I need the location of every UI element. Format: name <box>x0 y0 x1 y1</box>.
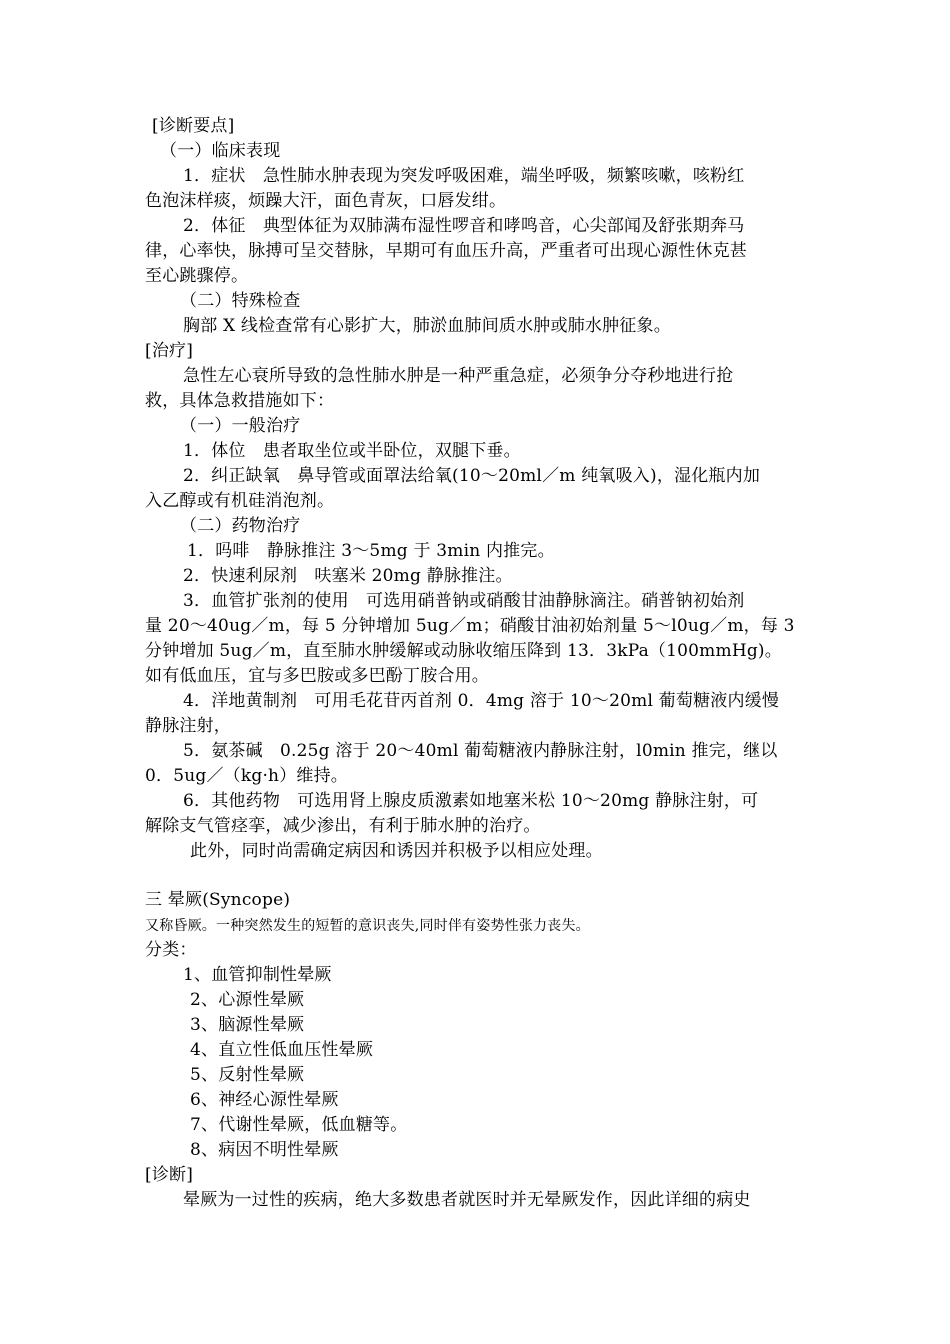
list-item: 5、反射性晕厥 <box>190 1065 305 1085</box>
paragraph-line: 入乙醇或有机硅消泡剂。 <box>145 491 335 511</box>
subheading-drug-treatment: （二）药物治疗 <box>180 516 301 536</box>
paragraph-line: 律，心率快，脉搏可呈交替脉，早期可有血压升高，严重者可出现心源性休克甚 <box>145 241 747 261</box>
paragraph-line: 5．氨茶碱 0.25g 溶于 20～40ml 葡萄糖液内静脉注射，l0min 推完，继以 <box>183 741 778 761</box>
list-item: 3、脑源性晕厥 <box>190 1015 305 1035</box>
paragraph-line: 救，具体急救措施如下： <box>145 391 335 411</box>
paragraph-line: 1．吗啡 静脉推注 3～5mg 于 3min 内推完。 <box>187 541 555 561</box>
paragraph-line: 胸部 X 线检查常有心影扩大，肺淤血肺间质水肿或肺水肿征象。 <box>183 316 671 336</box>
section-heading-syncope: 三 晕厥(Syncope) <box>145 890 291 910</box>
list-item: 7、代谢性晕厥，低血糖等。 <box>190 1115 408 1135</box>
list-item: 4、直立性低血压性晕厥 <box>190 1040 374 1060</box>
list-item: 6、神经心源性晕厥 <box>190 1090 339 1110</box>
list-item: 8、病因不明性晕厥 <box>190 1140 339 1160</box>
classification-label: 分类： <box>145 940 197 960</box>
subheading-clinical: （一）临床表现 <box>160 141 281 161</box>
paragraph-line: 3．血管扩张剂的使用 可选用硝普钠或硝酸甘油静脉滴注。硝普钠初始剂 <box>183 591 745 611</box>
paragraph-line: 2．体征 典型体征为双肺满布湿性啰音和哮鸣音，心尖部闻及舒张期奔马 <box>183 216 745 236</box>
paragraph-line: 量 20～40ug／m，每 5 分钟增加 5ug／m；硝酸甘油初始剂量 5～l0ug／m，每 3 <box>145 616 795 636</box>
paragraph-line: 2．纠正缺氧 鼻导管或面罩法给氧(10～20ml／m 纯氧吸入)，湿化瓶内加 <box>183 466 761 486</box>
list-item: 2、心源性晕厥 <box>190 990 305 1010</box>
list-item: 1、血管抑制性晕厥 <box>183 965 332 985</box>
syncope-definition: 又称昏厥。一种突然发生的短暂的意识丧失,同时伴有姿势性张力丧失。 <box>145 918 590 934</box>
paragraph-line: 色泡沫样痰，烦躁大汗，面色青灰，口唇发绀。 <box>145 191 507 211</box>
paragraph-line: 急性左心衰所导致的急性肺水肿是一种严重急症，必须争分夺秒地进行抢 <box>183 366 734 386</box>
paragraph-line: 至心跳骤停。 <box>145 266 249 286</box>
paragraph-line: 静脉注射， <box>145 716 231 736</box>
paragraph-line: 此外，同时尚需确定病因和诱因并积极予以相应处理。 <box>190 841 603 861</box>
paragraph-line: 如有低血压，宜与多巴胺或多巴酚丁胺合用。 <box>145 666 489 686</box>
paragraph-line: 分钟增加 5ug／m，直至肺水肿缓解或动脉收缩压降到 13．3kPa（100mmHg)。 <box>145 641 782 661</box>
paragraph-line: 1．体位 患者取坐位或半卧位，双腿下垂。 <box>183 441 521 461</box>
section-heading-diagnosis-points: [诊断要点] <box>152 116 235 136</box>
paragraph-line: 1．症状 急性肺水肿表现为突发呼吸困难，端坐呼吸，频繁咳嗽，咳粉红 <box>183 166 745 186</box>
subheading-general-treatment: （一）一般治疗 <box>180 416 301 436</box>
paragraph-line: 4．洋地黄制剂 可用毛花苷丙首剂 0．4mg 溶于 10～20ml 葡萄糖液内缓慢 <box>183 691 780 711</box>
paragraph-line: 6．其他药物 可选用肾上腺皮质激素如地塞米松 10～20mg 静脉注射，可 <box>183 791 759 811</box>
subheading-special-exam: （二）特殊检查 <box>180 291 301 311</box>
section-heading-treatment: [治疗] <box>145 341 194 361</box>
paragraph-line: 解除支气管痉挛，减少渗出，有利于肺水肿的治疗。 <box>145 816 541 836</box>
paragraph-line: 0．5ug／（kg·h）维持。 <box>145 766 348 786</box>
paragraph-line: 晕厥为一过性的疾病，绝大多数患者就医时并无晕厥发作，因此详细的病史 <box>183 1190 751 1210</box>
paragraph-line: 2．快速利尿剂 呋塞米 20mg 静脉推注。 <box>183 566 513 586</box>
section-heading-diagnosis: [诊断] <box>145 1165 194 1185</box>
